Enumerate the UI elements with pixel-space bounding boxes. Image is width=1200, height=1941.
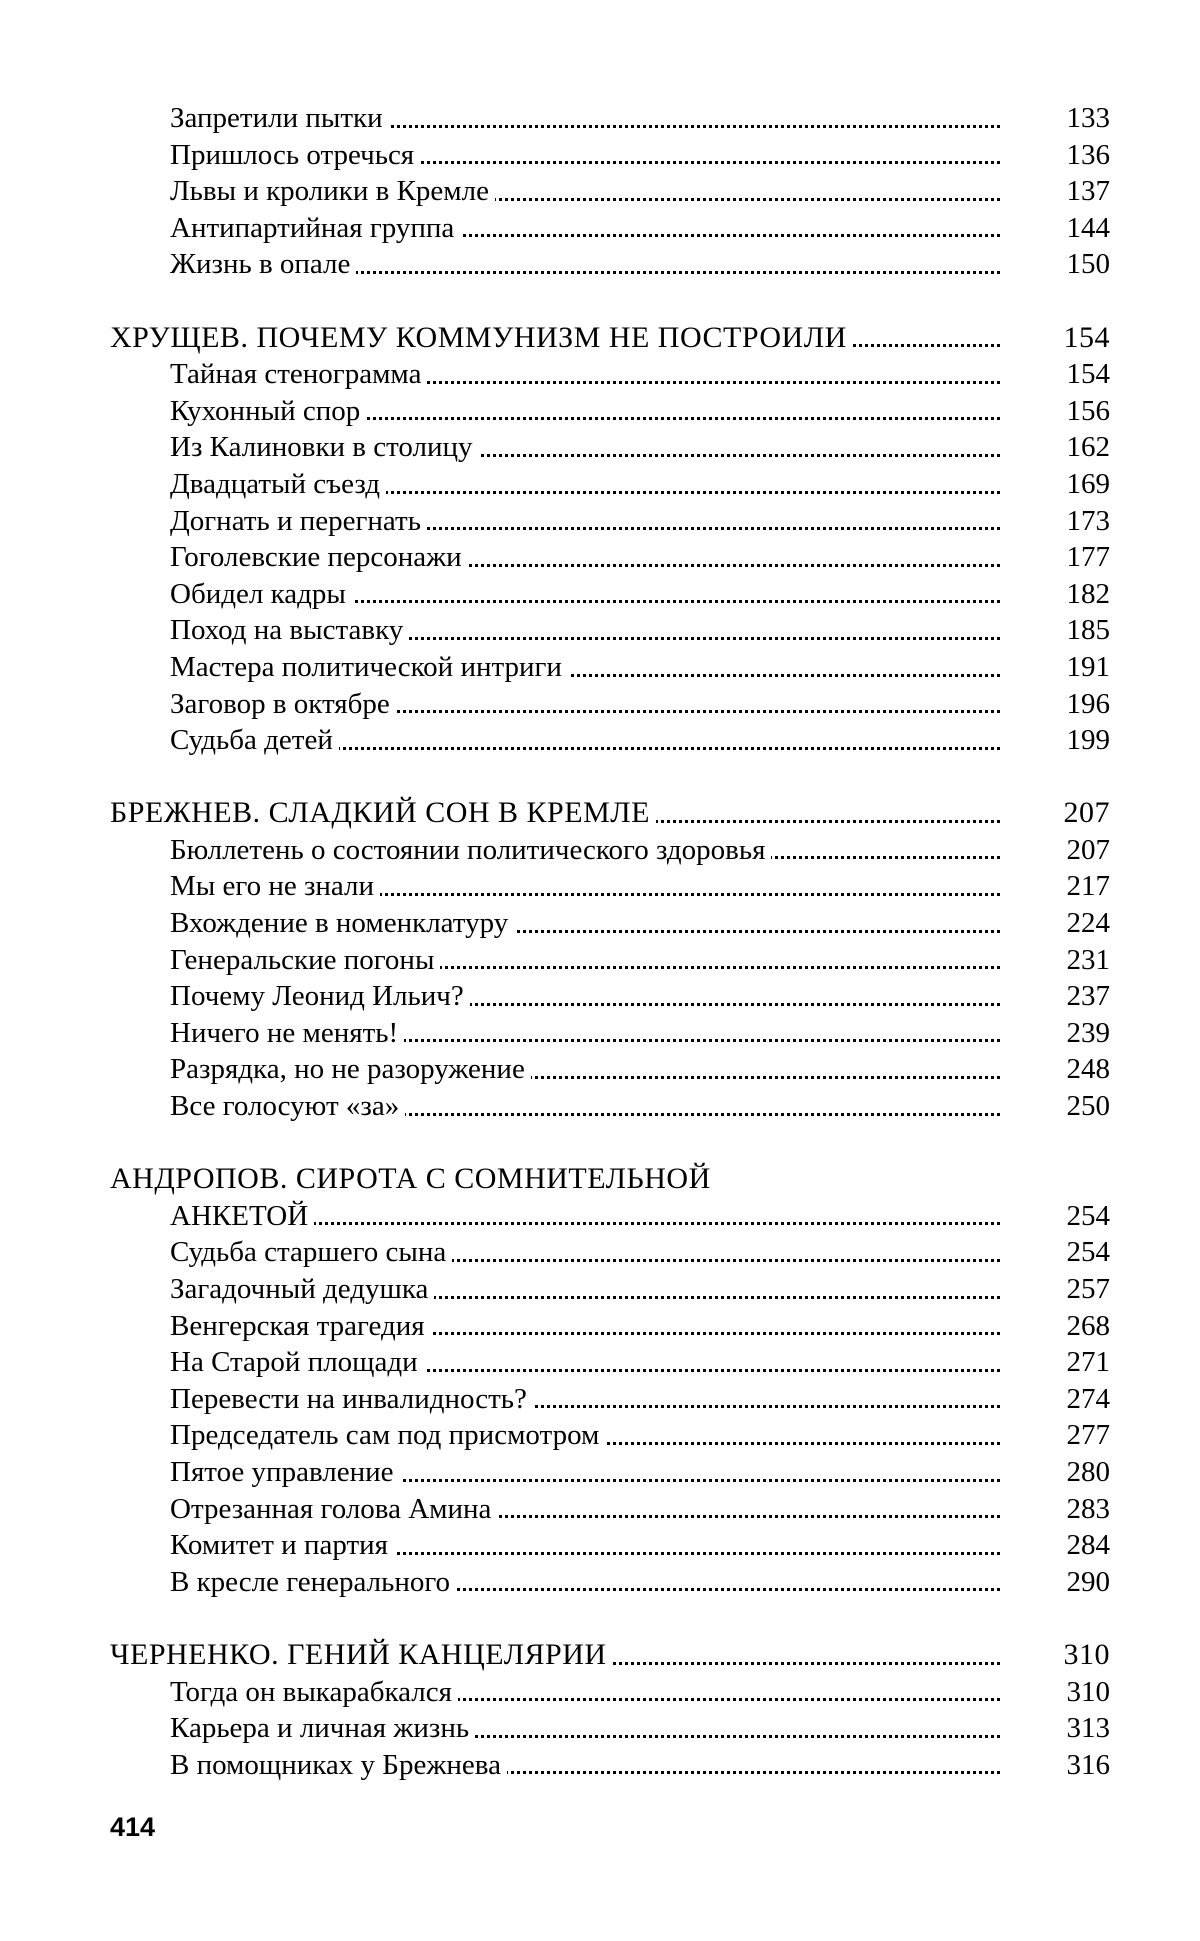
toc-entry-page: 169 xyxy=(1066,467,1110,500)
toc-entry xyxy=(110,1527,1110,1564)
toc-entry-title: Перевести на инвалидность? xyxy=(170,1383,533,1415)
toc-entry-leader xyxy=(110,1161,1000,1198)
toc-entry-leader xyxy=(170,356,1000,393)
toc-entry-page: 231 xyxy=(1066,943,1110,976)
toc-entry-leader xyxy=(170,722,1000,759)
toc-entry-title: Запретили пытки xyxy=(170,102,389,134)
toc-entry-leader xyxy=(170,1088,1000,1125)
toc-chapter-entry xyxy=(110,1161,1110,1198)
toc-entry xyxy=(110,137,1110,174)
toc-entry-page: 239 xyxy=(1066,1016,1110,1049)
toc-entry-page: 254 xyxy=(1066,1199,1110,1232)
toc-entry-title: Заговор в октябре xyxy=(170,688,396,720)
toc-entry-page: 136 xyxy=(1066,138,1110,171)
toc-entry-page: 313 xyxy=(1066,1712,1110,1745)
toc-entry-leader xyxy=(170,1051,1000,1088)
toc-entry-title: Львы и кролики в Кремле xyxy=(170,175,495,207)
toc-chapter-entry xyxy=(110,1637,1110,1674)
toc-entry-title: АНКЕТОЙ xyxy=(170,1200,314,1232)
toc-entry xyxy=(110,1308,1110,1345)
toc-entry-title: Ничего не менять! xyxy=(170,1017,404,1049)
toc-entry-leader xyxy=(170,246,1000,283)
toc-entry xyxy=(110,1271,1110,1308)
toc-entry xyxy=(110,100,1110,137)
toc-entry-leader xyxy=(170,173,1000,210)
toc-entry-title: Тайная стенограмма xyxy=(170,358,427,390)
toc-entry-title: Двадцатый съезд xyxy=(170,468,386,500)
toc-entry xyxy=(110,649,1110,686)
toc-entry-title: Пришлось отречься xyxy=(170,139,420,171)
toc-entry-title: Догнать и перегнать xyxy=(170,505,427,537)
toc-entry xyxy=(110,942,1110,979)
toc-entry xyxy=(110,539,1110,576)
toc-entry-title: Комитет и партия xyxy=(170,1529,394,1561)
toc-entry-leader xyxy=(170,1527,1000,1564)
toc-entry xyxy=(110,1564,1110,1601)
toc-entry-title: Антипартийная группа xyxy=(170,212,460,244)
toc-entry-page: 144 xyxy=(1066,211,1110,244)
toc-entry-page: 173 xyxy=(1066,504,1110,537)
toc-entry xyxy=(110,1344,1110,1381)
toc-entry-page: 254 xyxy=(1066,1236,1110,1269)
toc-entry-page: 310 xyxy=(1066,1675,1110,1708)
toc-entry-title: Гоголевские персонажи xyxy=(170,541,468,573)
toc-entry-title: Жизнь в опале xyxy=(170,248,356,280)
toc-entry xyxy=(110,173,1110,210)
toc-entry-leader xyxy=(170,612,1000,649)
toc-entry xyxy=(110,1015,1110,1052)
toc-entry xyxy=(110,1710,1110,1747)
toc-entry-title: Генеральские погоны xyxy=(170,944,440,976)
toc-entry-title: Венгерская трагедия xyxy=(170,1310,431,1342)
toc-entry-page: 207 xyxy=(1063,796,1110,830)
toc-entry xyxy=(110,686,1110,723)
toc-entry-title: Все голосуют «за» xyxy=(170,1090,405,1122)
toc-entry-page: 250 xyxy=(1066,1090,1110,1123)
toc-entry xyxy=(110,1088,1110,1125)
toc-entry-title: Из Калиновки в столицу xyxy=(170,431,479,463)
toc-entry-leader xyxy=(170,1308,1000,1345)
toc-entry-page: 268 xyxy=(1066,1309,1110,1342)
toc-entry xyxy=(110,1491,1110,1528)
toc-entry-page: 150 xyxy=(1066,248,1110,281)
toc-entry-page: 133 xyxy=(1066,102,1110,134)
toc-entry-title: В помощниках у Брежнева xyxy=(170,1749,507,1781)
toc-entry xyxy=(110,576,1110,613)
toc-entry-page: 137 xyxy=(1066,175,1110,208)
toc-entry-page: 280 xyxy=(1066,1455,1110,1488)
toc-entry-leader xyxy=(170,832,1000,869)
toc-entry-page: 199 xyxy=(1066,724,1110,757)
toc-entry xyxy=(110,978,1110,1015)
toc-entry-leader xyxy=(170,1747,1000,1784)
toc-entry-leader xyxy=(170,1381,1000,1418)
toc-entry-leader xyxy=(110,320,1000,357)
toc-entry xyxy=(110,1417,1110,1454)
toc-entry-leader xyxy=(170,1674,1000,1711)
toc-entry-page: 196 xyxy=(1066,687,1110,720)
toc-entry-leader xyxy=(170,942,1000,979)
toc-entry xyxy=(110,1674,1110,1711)
toc-entry-leader xyxy=(170,576,1000,613)
toc-entry-leader xyxy=(170,100,1000,137)
toc-entry xyxy=(110,612,1110,649)
toc-entry-title: АНДРОПОВ. СИРОТА С СОМНИТЕЛЬНОЙ xyxy=(110,1162,717,1195)
toc-entry-title: Разрядка, но не разоружение xyxy=(170,1053,531,1085)
toc-entry-page: 182 xyxy=(1066,577,1110,610)
toc-entry-title: Поход на выставку xyxy=(170,614,409,646)
toc-entry-leader xyxy=(170,1234,1000,1271)
toc-entry-leader xyxy=(170,466,1000,503)
table-of-contents xyxy=(110,100,1110,1783)
toc-entry-page: 283 xyxy=(1066,1492,1110,1525)
toc-entry xyxy=(110,246,1110,283)
toc-entry-leader xyxy=(170,1417,1000,1454)
toc-entry-leader xyxy=(170,868,1000,905)
toc-entry-leader xyxy=(170,1454,1000,1491)
toc-entry xyxy=(110,356,1110,393)
toc-entry-leader xyxy=(170,393,1000,430)
toc-entry-leader xyxy=(170,1564,1000,1601)
toc-entry-title: В кресле генерального xyxy=(170,1566,456,1598)
toc-entry-page: 156 xyxy=(1066,394,1110,427)
toc-entry-leader xyxy=(170,686,1000,723)
toc-entry-page: 248 xyxy=(1066,1053,1110,1086)
toc-entry-page: 177 xyxy=(1066,541,1110,574)
toc-entry-page: 284 xyxy=(1066,1529,1110,1562)
toc-entry-title: БРЕЖНЕВ. СЛАДКИЙ СОН В КРЕМЛЕ xyxy=(110,796,656,829)
toc-entry-leader xyxy=(170,1710,1000,1747)
toc-entry-page: 290 xyxy=(1066,1565,1110,1598)
toc-entry-leader xyxy=(170,1491,1000,1528)
toc-entry-leader xyxy=(170,539,1000,576)
toc-entry-title: Судьба старшего сына xyxy=(170,1236,452,1268)
toc-entry-title: Тогда он выкарабкался xyxy=(170,1676,458,1708)
toc-entry-leader xyxy=(110,795,1000,832)
toc-entry-title: Кухонный спор xyxy=(170,395,366,427)
toc-entry-title: Пятое управление xyxy=(170,1456,400,1488)
toc-entry-page: 207 xyxy=(1066,833,1110,866)
toc-entry xyxy=(110,1051,1110,1088)
toc-entry-leader xyxy=(170,905,1000,942)
toc-entry-leader xyxy=(170,978,1000,1015)
toc-entry-leader xyxy=(170,649,1000,686)
toc-entry-page: 237 xyxy=(1066,980,1110,1013)
toc-entry-title: Бюллетень о состоянии политического здоровья xyxy=(170,834,771,866)
toc-chapter-entry xyxy=(110,795,1110,832)
toc-entry xyxy=(110,1454,1110,1491)
toc-entry xyxy=(110,393,1110,430)
toc-entry-page: 191 xyxy=(1066,650,1110,683)
page-number: 414 xyxy=(110,1812,156,1842)
toc-entry-page: 154 xyxy=(1066,358,1110,391)
toc-entry-leader xyxy=(170,210,1000,247)
toc-entry-page: 274 xyxy=(1066,1382,1110,1415)
toc-entry-title: Загадочный дедушка xyxy=(170,1273,434,1305)
toc-entry xyxy=(110,832,1110,869)
toc-entry-page: 316 xyxy=(1066,1748,1110,1781)
toc-entry-title: Вхождение в номенклатуру xyxy=(170,907,514,939)
toc-entry xyxy=(110,722,1110,759)
toc-entry-page: 271 xyxy=(1066,1346,1110,1379)
toc-entry xyxy=(110,1198,1110,1235)
toc-entry-title: Председатель сам под присмотром xyxy=(170,1419,605,1451)
toc-entry xyxy=(110,1381,1110,1418)
toc-entry xyxy=(110,905,1110,942)
toc-entry-page: 154 xyxy=(1063,320,1110,354)
toc-entry-title: На Старой площади xyxy=(170,1346,424,1378)
toc-entry-page: 224 xyxy=(1066,907,1110,940)
toc-entry-title: Мы его не знали xyxy=(170,870,380,902)
toc-entry-leader xyxy=(170,1015,1000,1052)
toc-entry xyxy=(110,503,1110,540)
toc-entry-page: 310 xyxy=(1063,1637,1110,1671)
toc-entry-title: Судьба детей xyxy=(170,724,339,756)
toc-entry-leader xyxy=(170,1271,1000,1308)
toc-entry-page: 217 xyxy=(1066,870,1110,903)
toc-entry xyxy=(110,1234,1110,1271)
toc-entry-leader xyxy=(170,503,1000,540)
toc-entry-page: 257 xyxy=(1066,1273,1110,1305)
toc-entry-title: ЧЕРНЕНКО. ГЕНИЙ КАНЦЕЛЯРИИ xyxy=(110,1638,613,1671)
toc-entry-title: Отрезанная голова Амина xyxy=(170,1493,497,1525)
toc-entry-title: Почему Леонид Ильич? xyxy=(170,980,470,1012)
toc-entry xyxy=(110,429,1110,466)
toc-entry-page: 185 xyxy=(1066,614,1110,647)
toc-entry xyxy=(110,466,1110,503)
toc-entry-page: 277 xyxy=(1066,1419,1110,1452)
toc-entry-title: Мастера политической интриги xyxy=(170,651,568,683)
toc-chapter-entry xyxy=(110,320,1110,357)
toc-entry-leader xyxy=(170,1198,1000,1235)
toc-entry-page: 162 xyxy=(1066,431,1110,464)
toc-entry-title: Карьера и личная жизнь xyxy=(170,1712,475,1744)
toc-entry xyxy=(110,210,1110,247)
toc-entry-title: Обидел кадры xyxy=(170,578,352,610)
toc-entry-leader xyxy=(170,429,1000,466)
toc-entry xyxy=(110,1747,1110,1784)
toc-entry-leader xyxy=(110,1637,1000,1674)
toc-entry-leader xyxy=(170,1344,1000,1381)
toc-entry-leader xyxy=(170,137,1000,174)
toc-entry xyxy=(110,868,1110,905)
toc-entry-title: ХРУЩЕВ. ПОЧЕМУ КОММУНИЗМ НЕ ПОСТРОИЛИ xyxy=(110,321,853,354)
